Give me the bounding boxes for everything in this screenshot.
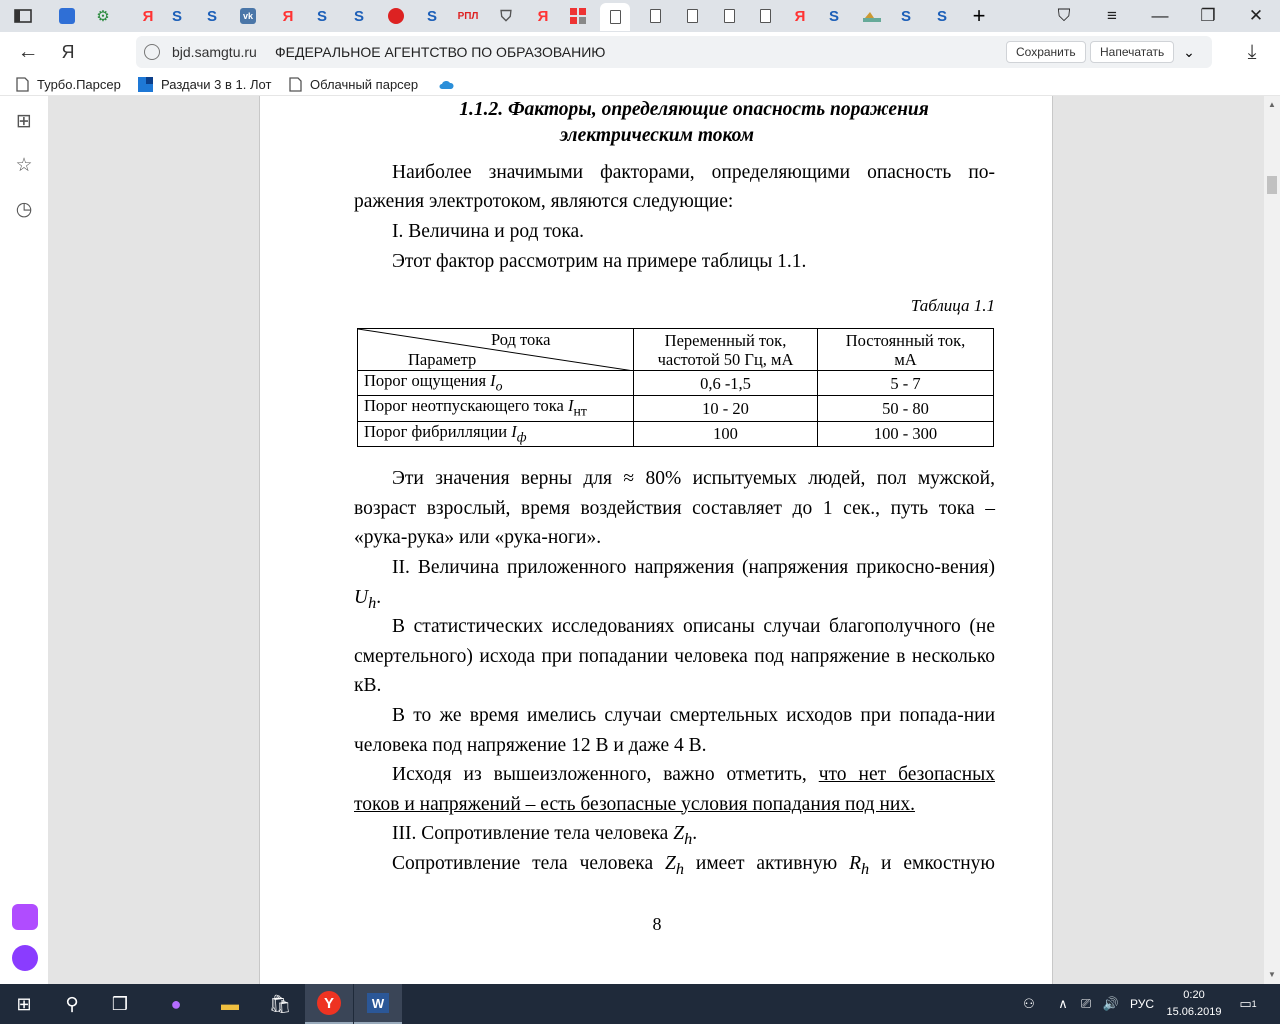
- word-icon[interactable]: W: [354, 984, 402, 1024]
- table-cell: 5 - 7: [818, 371, 994, 396]
- param-symbol: I: [511, 421, 517, 441]
- voltage-symbol: U: [354, 586, 369, 608]
- cloud-icon: [438, 79, 454, 90]
- param-label: Порог ощущения: [364, 371, 491, 390]
- bookmark-manager-icon[interactable]: ⛉: [1057, 6, 1071, 25]
- clock-time: 0:20: [1183, 989, 1205, 1001]
- param-label: Порог фибрилляции: [364, 421, 512, 441]
- scrollbar-thumb[interactable]: [1267, 176, 1277, 194]
- table-header-line: мА: [894, 349, 917, 369]
- messenger-icon[interactable]: [12, 904, 38, 930]
- table-row: [358, 421, 994, 446]
- minimize-button[interactable]: —: [1151, 6, 1169, 25]
- scroll-up-icon[interactable]: ▲: [1268, 100, 1276, 109]
- param-symbol: I: [490, 371, 496, 390]
- bookmark-item[interactable]: [289, 75, 429, 93]
- clock-date: 15.06.2019: [1166, 1006, 1222, 1018]
- language-indicator[interactable]: РУС: [1129, 997, 1155, 1011]
- bookmark-item[interactable]: [16, 75, 128, 93]
- tab-s-icon[interactable]: S: [936, 7, 947, 25]
- alice-assistant-icon[interactable]: [12, 945, 38, 971]
- paragraph: II. Величина приложенного напряжения (напряжения прикосно-вения) $U_h$.: [354, 557, 995, 612]
- restore-button[interactable]: ❐: [1200, 6, 1216, 25]
- tab-yandex-icon[interactable]: Я: [142, 7, 154, 25]
- param-subscript: нт: [573, 403, 587, 419]
- paragraph: В то же время имелись случаи смертельных исходов при попада-нии человека под напряжение 12 В и даже 4 В.: [354, 705, 995, 756]
- current-thresholds-table: [357, 328, 994, 447]
- table-header-line: Постоянный ток,: [845, 330, 966, 350]
- paragraph: В статистических исследованиях описаны случаи благополучного (не смертельного) исхода при попадании человека под напряжение в несколько кВ.: [354, 616, 995, 696]
- close-button[interactable]: ✕: [1248, 6, 1264, 25]
- table-cell: 50 - 80: [818, 396, 994, 421]
- table-header-line: Переменный ток,: [664, 330, 787, 350]
- tab-s-icon[interactable]: S: [353, 7, 364, 25]
- table-header-cell: [634, 329, 818, 371]
- section-heading-line: 1.1.2. Факторы, определяющие опасность поражения: [459, 99, 929, 120]
- task-view-icon[interactable]: ❒: [111, 993, 129, 1014]
- resistance-symbol: Z: [673, 823, 685, 844]
- store-icon[interactable]: 🛍: [268, 993, 292, 1014]
- tray-chevron-icon[interactable]: ∧: [1058, 996, 1068, 1011]
- address-page-title[interactable]: ФЕДЕРАЛЬНОЕ АГЕНТСТВО ПО ОБРАЗОВАНИЮ: [275, 44, 606, 60]
- bookmark-item[interactable]: [138, 75, 272, 93]
- table-row: [358, 371, 994, 396]
- page-icon: [16, 77, 29, 92]
- tab-red-circle-icon[interactable]: [384, 4, 408, 28]
- clock[interactable]: [1158, 987, 1230, 1021]
- tab-page-icon-active[interactable]: [600, 3, 630, 31]
- tab-yandex-icon[interactable]: Я: [794, 7, 806, 25]
- tab-torrent-icon[interactable]: ⚙: [96, 8, 110, 25]
- paragraph-text: Сопротивление тела человека: [392, 853, 666, 874]
- page-icon: [289, 77, 302, 92]
- table-cell: 0,6 -1,5: [634, 371, 818, 396]
- tab-grid-icon[interactable]: [566, 4, 590, 28]
- windows-taskbar: [0, 984, 1280, 1024]
- intro-line: ражения электротоком, являются следующие:: [354, 191, 734, 212]
- notification-icon[interactable]: ▭ 1: [1239, 996, 1257, 1011]
- print-button[interactable]: Напечатать: [1090, 41, 1174, 63]
- page-number: 8: [652, 914, 662, 934]
- tab-page-icon[interactable]: [643, 4, 667, 28]
- tab-s-icon[interactable]: S: [828, 7, 839, 25]
- voltage-subscript: h: [368, 593, 377, 612]
- paragraph-text: Исходя из вышеизложенного, важно отметить,: [392, 764, 819, 785]
- paragraph-text: имеет активную: [684, 853, 850, 874]
- tab-landscape-icon[interactable]: [860, 4, 884, 28]
- colored-square-icon: [138, 77, 153, 92]
- tab-yandex-icon[interactable]: Я: [537, 7, 549, 25]
- table-cell: [358, 396, 634, 421]
- factor-heading: III. Сопротивление тела человека $Z_h$.: [392, 823, 698, 848]
- vertical-scrollbar[interactable]: [1264, 96, 1280, 984]
- table-header-row: [358, 329, 994, 371]
- menu-icon[interactable]: ≡: [1107, 6, 1117, 25]
- tab-vk-icon[interactable]: vk: [236, 4, 260, 28]
- param-symbol: I: [568, 396, 574, 416]
- impedance-subscript: h: [675, 859, 684, 878]
- search-icon[interactable]: ⚲: [65, 993, 79, 1014]
- volume-icon[interactable]: 🔊: [1102, 996, 1120, 1011]
- tab-rpl-icon[interactable]: РПЛ: [457, 10, 479, 22]
- tab-s-icon[interactable]: S: [316, 7, 327, 25]
- scroll-down-icon[interactable]: ▼: [1268, 970, 1276, 979]
- bookmark-label: Облачный парсер: [310, 76, 419, 92]
- resistance-subscript: h: [684, 829, 693, 848]
- back-arrow-icon[interactable]: ←: [17, 40, 39, 63]
- param-subscript: ф: [516, 428, 527, 444]
- section-heading: [260, 97, 1054, 149]
- table-corner-cell: [358, 329, 634, 371]
- navigation-bar: [0, 32, 1280, 72]
- factor-heading: I. Величина и род тока.: [392, 221, 585, 242]
- intro-line: Наиболее значимыми факторами, определяющими опасность по-: [392, 162, 995, 183]
- apps-grid-icon[interactable]: ⊞: [16, 110, 32, 132]
- chevron-down-icon[interactable]: ⌄: [1183, 43, 1195, 60]
- tab-page-icon[interactable]: [717, 4, 741, 28]
- bookmark-item[interactable]: [438, 75, 458, 93]
- section-heading-line: электрическим током: [559, 125, 755, 146]
- active-resistance-symbol: R: [849, 853, 861, 874]
- paragraph: Этот фактор рассмотрим на примере таблицы 1.1.: [392, 251, 807, 272]
- notification-count: 1: [1251, 999, 1257, 1009]
- document-page: [259, 96, 1053, 984]
- paragraph: [354, 849, 995, 884]
- tab-s-icon[interactable]: S: [426, 7, 437, 25]
- underlined-conclusion: что нет безопасных токов и напряжений – есть безопасные условия попадания под них.: [354, 764, 995, 815]
- tab-strip: [0, 0, 1280, 32]
- tab-page-icon[interactable]: [680, 4, 704, 28]
- yandex-home-icon[interactable]: Я: [61, 41, 75, 62]
- table-caption: Таблица 1.1: [910, 296, 995, 315]
- yandex-browser-icon[interactable]: Y: [305, 984, 353, 1024]
- address-domain[interactable]: bjd.samgtu.ru: [172, 44, 257, 60]
- tab-s-icon[interactable]: S: [206, 7, 217, 25]
- table-cell: [358, 421, 634, 446]
- table-header-line: частотой 50 Гц, мА: [657, 349, 794, 369]
- alice-icon[interactable]: ●: [170, 993, 182, 1014]
- table-corner-top: Род тока: [491, 330, 551, 349]
- active-resistance-subscript: h: [861, 859, 870, 878]
- paragraph-text: II. Величина приложенного напряжения (напряжения прикосно-вения): [392, 557, 995, 578]
- save-button[interactable]: Сохранить: [1006, 41, 1086, 63]
- tab-s-icon[interactable]: S: [900, 7, 911, 25]
- pdf-viewer: [48, 96, 1264, 984]
- tab-s-icon[interactable]: S: [171, 7, 182, 25]
- bookmark-label: Турбо.Парсер: [37, 76, 121, 92]
- tab-page-icon[interactable]: [753, 4, 777, 28]
- table-cell: 100 - 300: [818, 421, 994, 446]
- file-explorer-icon[interactable]: ▬: [221, 993, 239, 1014]
- bookmarks-bar: [0, 72, 1280, 96]
- windows-start-icon[interactable]: ⊞: [16, 993, 32, 1014]
- download-icon[interactable]: ⤓: [1247, 40, 1257, 63]
- people-icon[interactable]: ⚇: [1023, 996, 1035, 1011]
- star-icon[interactable]: ☆: [15, 154, 33, 176]
- table-cell: [358, 371, 634, 396]
- param-label: Порог неотпускающего тока: [364, 396, 568, 416]
- network-icon[interactable]: ⎚: [1080, 996, 1092, 1011]
- globe-icon[interactable]: [144, 44, 160, 60]
- address-bar[interactable]: [136, 36, 1212, 68]
- new-tab-button[interactable]: +: [972, 3, 986, 28]
- impedance-symbol: Z: [665, 853, 676, 874]
- tab-yandex-icon[interactable]: Я: [282, 7, 294, 25]
- table-row: [358, 396, 994, 421]
- paragraph: Эти значения верны для ≈ 80% испытуемых людей, пол мужской, возраст взрослый, время воздействия составляет до 1 сек., путь тока – «рука-рука» или «рука-ноги».: [354, 468, 995, 548]
- table-cell: 10 - 20: [634, 396, 818, 421]
- table-header-cell: [818, 329, 994, 371]
- paragraph: [354, 760, 995, 819]
- table-corner-bottom: Параметр: [408, 350, 477, 369]
- table-cell: 100: [634, 421, 818, 446]
- bookmark-label: Раздачи 3 в 1. Лот: [161, 76, 272, 92]
- history-icon[interactable]: ◷: [15, 198, 33, 220]
- tab-shield-icon[interactable]: ⛉: [500, 7, 512, 25]
- tab-list-icon[interactable]: [11, 4, 35, 28]
- tab-speech-bubble-icon[interactable]: [55, 4, 79, 28]
- paragraph-text: III. Сопротивление тела человека: [392, 823, 674, 844]
- sidebar: [0, 96, 48, 984]
- param-subscript: o: [495, 378, 503, 394]
- paragraph-text: и емкостную: [869, 853, 995, 874]
